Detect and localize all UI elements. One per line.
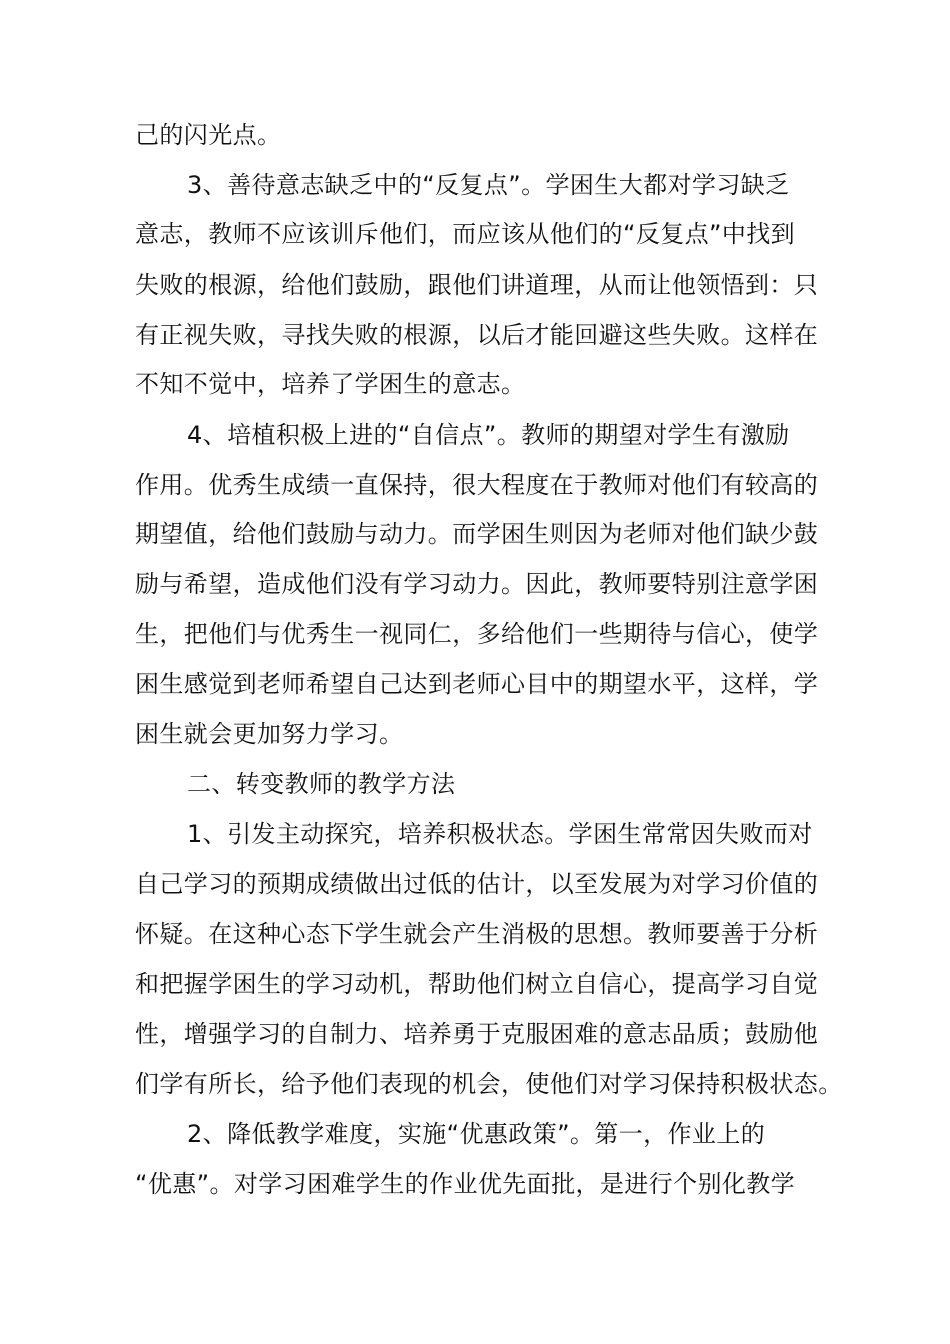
text-line: “优惠”。对学习困难学生的作业优先面批，是进行个别化教学 [135, 1170, 796, 1198]
paragraph-first-line: 3、善待意志缺乏中的“反复点”。学困生大都对学习缺乏 [187, 171, 790, 199]
text-line: 励与希望，造成他们没有学习动力。因此，教师要特别注意学困 [135, 570, 819, 598]
text-line: 和把握学困生的学习动机，帮助他们树立自信心，提高学习自觉 [135, 970, 819, 998]
text-line: 己的闪光点。 [135, 121, 282, 149]
text-line: 们学有所长，给予他们表现的机会，使他们对学习保持积极状态。 [135, 1070, 843, 1098]
text-line: 作用。优秀生成绩一直保持，很大程度在于教师对他们有较高的 [135, 471, 819, 499]
text-line: 生，把他们与优秀生一视同仁，多给他们一些期待与信心，使学 [135, 620, 819, 648]
paragraph-first-line: 4、培植积极上进的“自信点”。教师的期望对学生有激励 [187, 421, 790, 449]
text-line: 困生感觉到老师希望自己达到老师心目中的期望水平，这样，学 [135, 670, 819, 698]
text-line: 性，增强学习的自制力、培养勇于克服困难的意志品质；鼓励他 [135, 1020, 819, 1048]
text-line: 困生就会更加努力学习。 [135, 720, 404, 748]
text-line: 有正视失败，寻找失败的根源，以后才能回避这些失败。这样在 [135, 321, 819, 349]
text-line: 怀疑。在这种心态下学生就会产生消极的思想。教师要善于分析 [135, 920, 819, 948]
text-line: 不知不觉中，培养了学困生的意志。 [135, 370, 526, 398]
section-heading: 二、转变教师的教学方法 [187, 770, 456, 798]
paragraph-first-line: 1、引发主动探究，培养积极状态。学困生常常因失败而对 [187, 820, 813, 848]
text-line: 意志，教师不应该训斥他们，而应该从他们的“反复点”中找到 [135, 220, 796, 248]
paragraph-first-line: 2、降低教学难度，实施“优惠政策”。第一，作业上的 [187, 1120, 766, 1148]
text-line: 期望值，给他们鼓励与动力。而学困生则因为老师对他们缺少鼓 [135, 520, 819, 548]
text-line: 失败的根源，给他们鼓励，跟他们讲道理，从而让他领悟到：只 [135, 271, 819, 299]
text-line: 自己学习的预期成绩做出过低的估计，以至发展为对学习价值的 [135, 870, 819, 898]
